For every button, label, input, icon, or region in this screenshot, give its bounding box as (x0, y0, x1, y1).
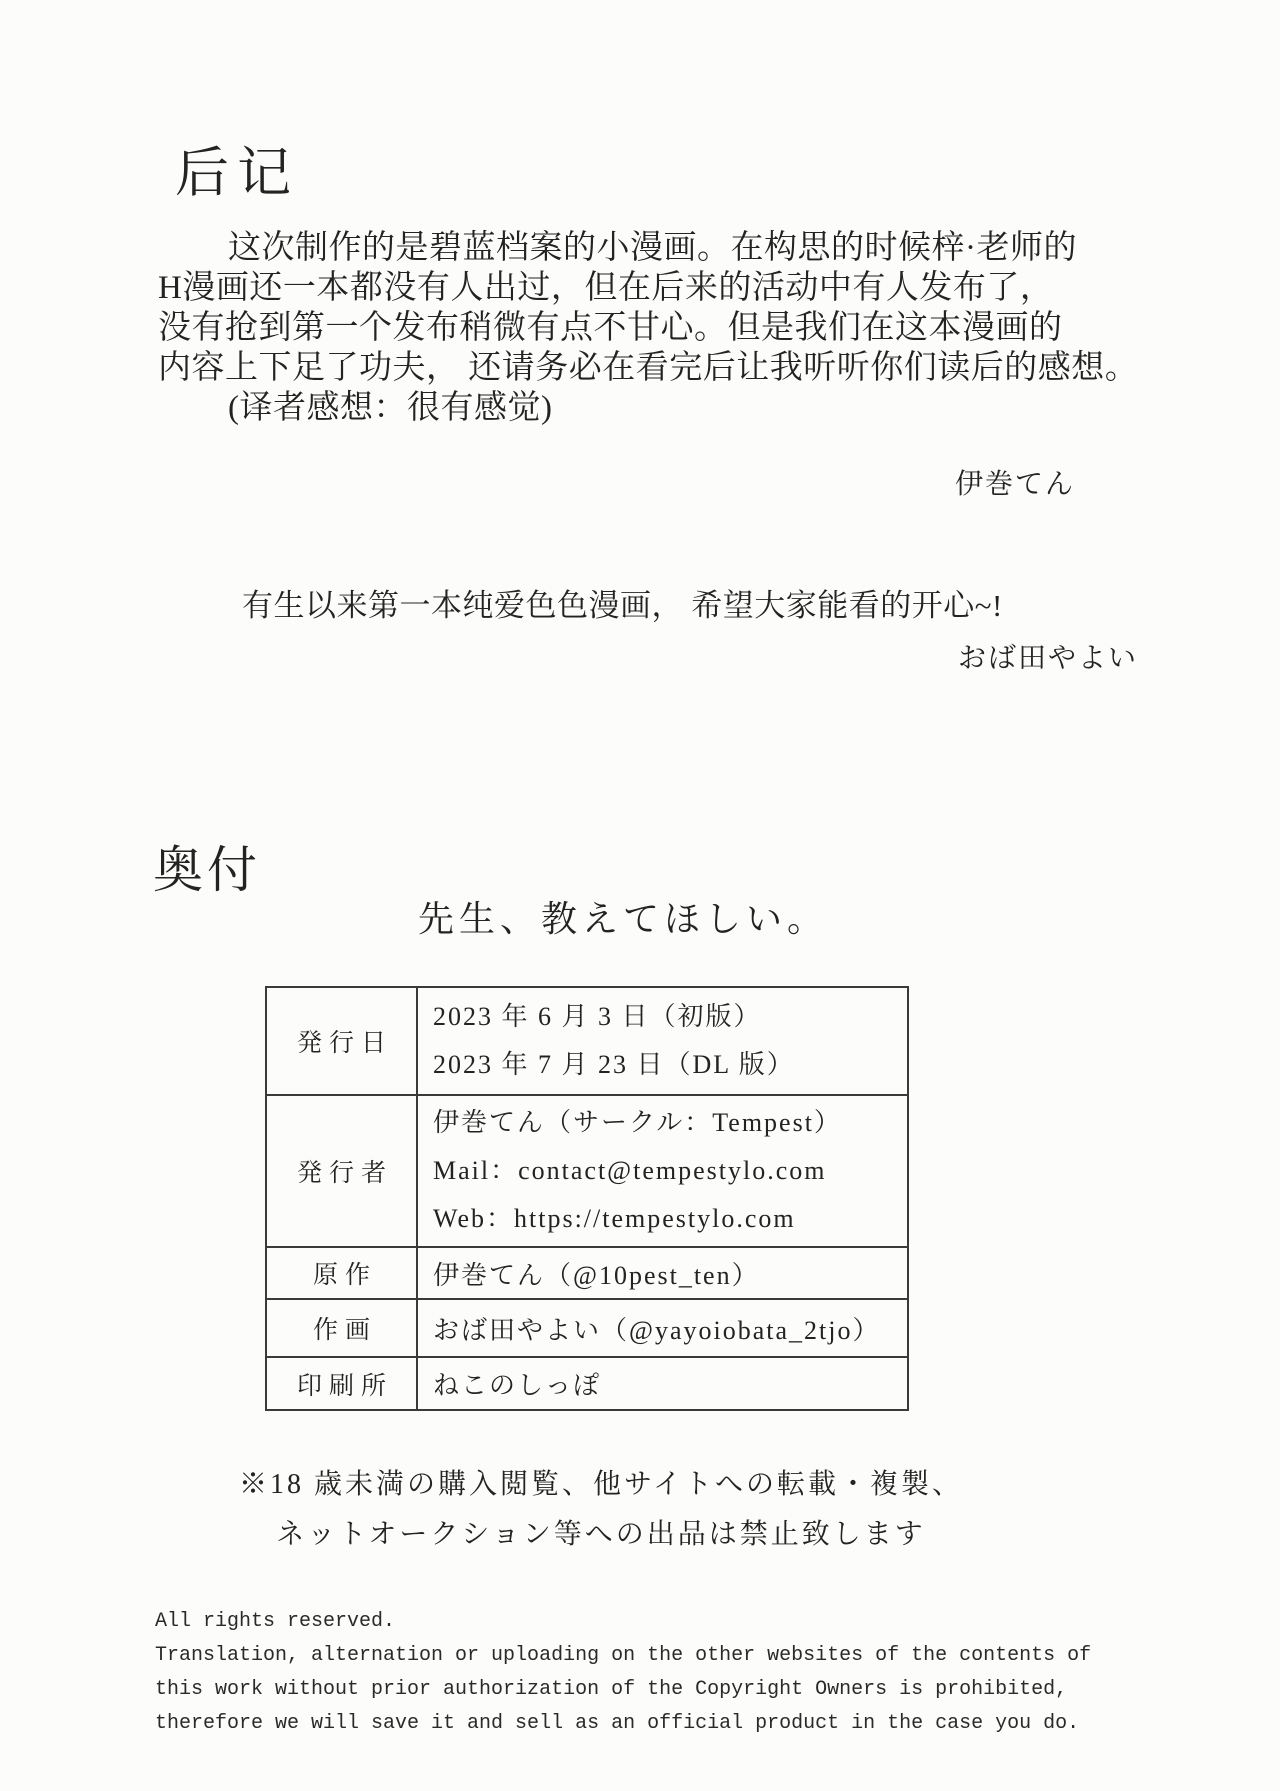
row-label: 発行日 (266, 987, 417, 1095)
author-signature: 伊巻てん (955, 469, 1076, 500)
copyright-line: this work without prior authorization of the Copyright Owners is prohibited, (155, 1678, 1068, 1701)
copyright-line: All rights reserved. (155, 1610, 396, 1633)
afterword-title: 后记 (175, 143, 299, 203)
book-title: 先生、教えてほしい。 (418, 899, 829, 939)
artist-message: 有生以来第一本纯爱色色漫画， 希望大家能看的开心~! (242, 588, 1003, 623)
age-notice-line: ネットオークション等への出品は禁止致します (276, 1519, 926, 1550)
table-row-publish-date (266, 987, 908, 1095)
row-label: 原作 (266, 1247, 417, 1299)
row-value-line: おば田やよい（@yayoiobata_2tjo） (433, 1315, 881, 1345)
translator-note: (译者感想：很有感觉) (228, 390, 553, 426)
copyright-notice (155, 1605, 1215, 1741)
table-row-publisher (266, 1095, 908, 1247)
afterword-paragraph-line: 内容上下足了功夫， 还请务必在看完后让我听听你们读后的感想。 (158, 350, 1139, 386)
row-value-line: Web：https://tempestylo.com (433, 1204, 796, 1233)
row-value-line: 2023 年 7 月 23 日（DL 版） (433, 1050, 795, 1079)
afterword-paragraph-line: 这次制作的是碧蓝档案的小漫画。在构思的时候梓·老师的 (228, 230, 1077, 266)
row-value (417, 1095, 908, 1247)
row-value (417, 1357, 908, 1410)
afterword-paragraph-line: 没有抢到第一个发布稍微有点不甘心。但是我们在这本漫画的 (158, 310, 1063, 346)
colophon-table (265, 986, 909, 1411)
table-row-original (266, 1247, 908, 1299)
row-value (417, 987, 908, 1095)
artist-signature: おば田やよい (958, 643, 1139, 674)
afterword-paragraph-line: H漫画还一本都没有人出过，但在后来的活动中有人发布了， (158, 270, 1054, 306)
age-restriction-notice (216, 1460, 986, 1560)
row-label: 印刷所 (266, 1357, 417, 1410)
table-row-printer (266, 1357, 908, 1410)
colophon-title: 奥付 (153, 842, 261, 898)
row-value-line: ねこのしっぽ (433, 1371, 602, 1400)
row-label: 発行者 (266, 1095, 417, 1247)
row-value-line: Mail：contact@tempestylo.com (433, 1156, 827, 1185)
row-value (417, 1299, 908, 1357)
row-value-line: 2023 年 6 月 3 日（初版） (433, 1002, 762, 1031)
afterword-paragraph (158, 228, 1198, 428)
row-value (417, 1247, 908, 1299)
row-value-line: 伊巻てん（@10pest_ten） (433, 1260, 760, 1290)
row-label: 作画 (266, 1299, 417, 1357)
row-value-line: 伊巻てん（サークル：Tempest） (433, 1108, 842, 1137)
copyright-line: therefore we will save it and sell as an official product in the case you do. (155, 1712, 1080, 1735)
copyright-line: Translation, alternation or uploading on the other websites of the contents of (155, 1644, 1092, 1667)
age-notice-line: ※18 歳未満の購入閲覧、他サイトへの転載・複製、 (238, 1469, 964, 1500)
table-row-illustration (266, 1299, 908, 1357)
